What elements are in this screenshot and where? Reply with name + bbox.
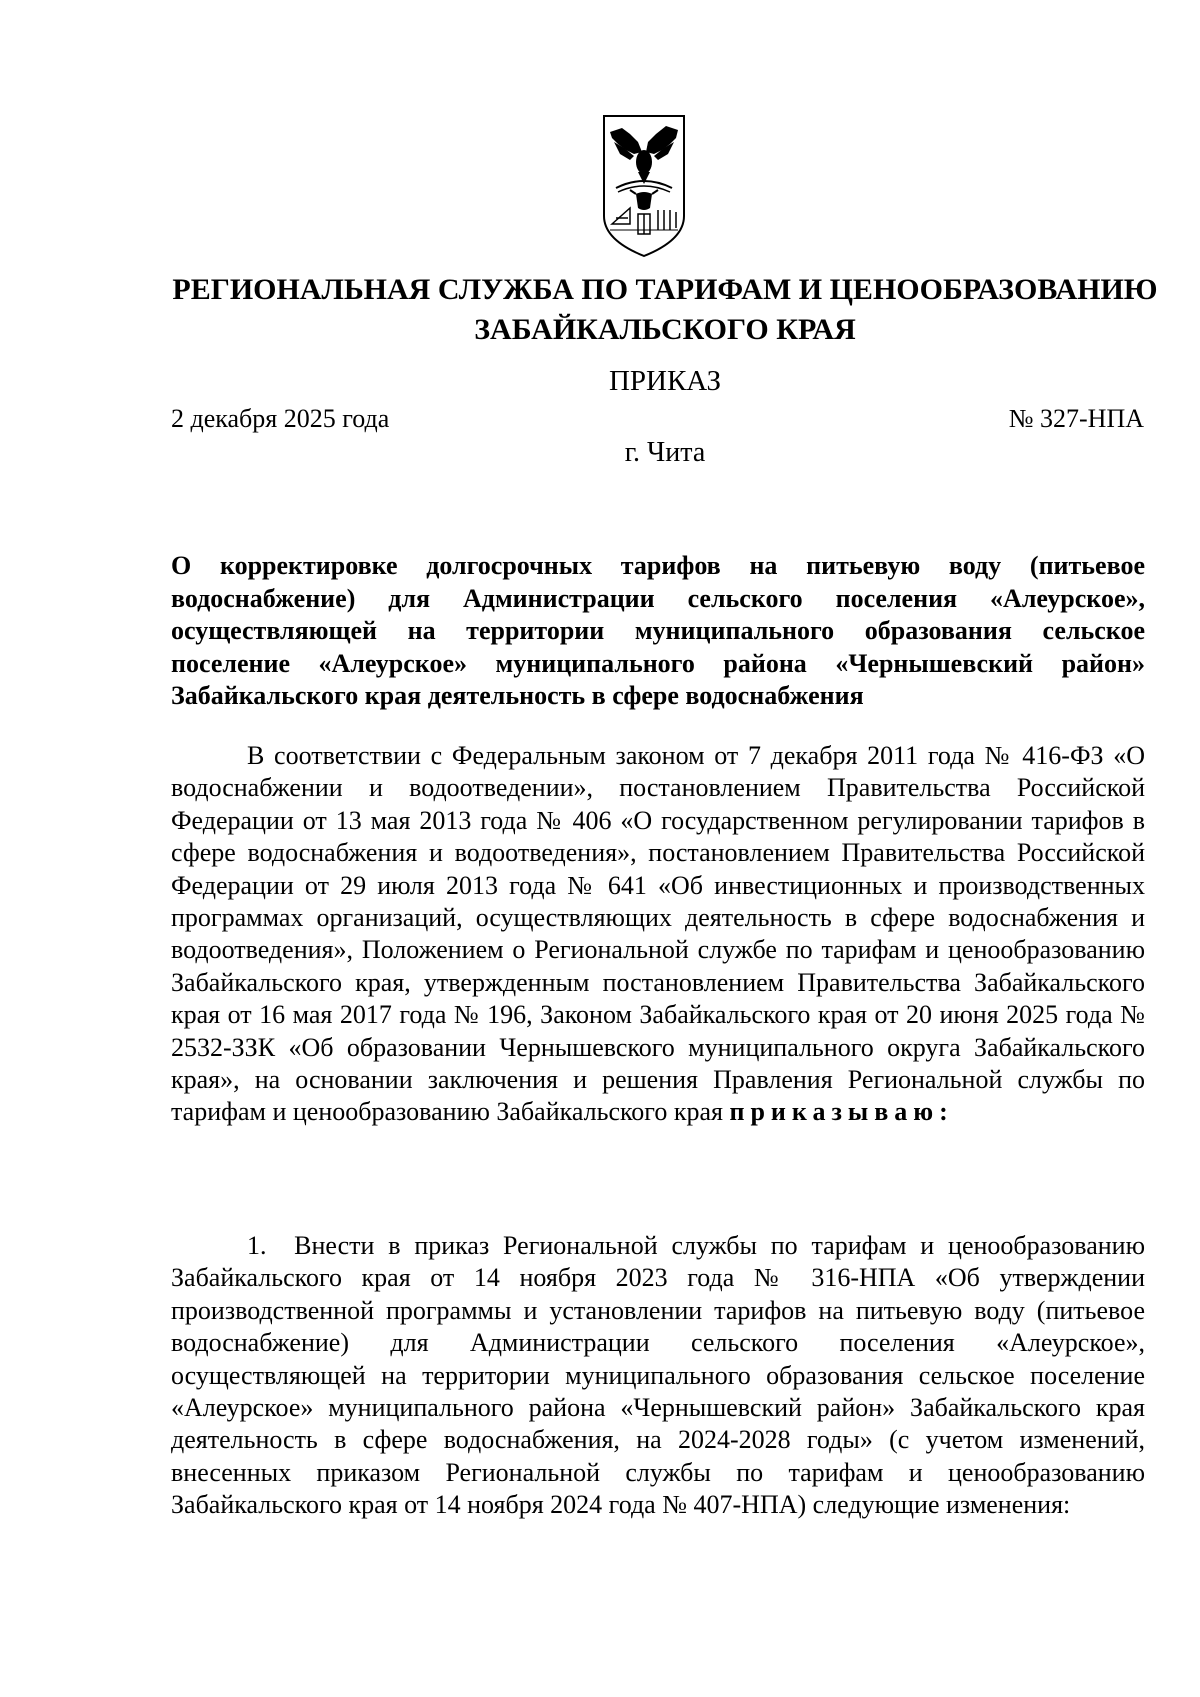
document-city: г. Чита	[624, 437, 706, 468]
coat-of-arms-icon	[600, 112, 688, 260]
document-type: ПРИКАЗ	[608, 365, 722, 397]
preamble-text: В соответствии с Федеральным законом от 7 декабря 2011 года № 416-ФЗ «О водоснабжении и водоотведении», постановлением Правительства Российской Федерации от 13 мая 2013 года № 406 «О государственном регулировании тарифов в сфере водоснабжения и водоотведения», постановлением Правительства Российской Федерации от 29 июля 2013 года № 641 «Об инвестиционных и производственных программах организаций, осуществляющих деятельность в сфере водоснабжения и водоотведения», Положением о Региональной службе по тарифам и ценообразованию Забайкальского края, утвержденным постановлением Правительства Забайкальского края от 16 мая 2017 года № 196, Законом Забайкальского края от 20 июня 2025 года № 2532-ЗЗК «Об образовании Чернышевского муниципального округа Забайкальского края», на основании заключения и решения Правления Региональной службы по тарифам и ценообразованию Забайкальского края	[171, 741, 1145, 1127]
preamble-paragraph	[171, 740, 1145, 1129]
item-1-number: 1.	[247, 1231, 267, 1260]
item-1-text: Внести в приказ Региональной службы по тарифам и ценообразованию Забайкальского края от 14 ноября 2023 года № 316-НПА «Об утверждении производственной программы и установлении тарифов на питьевую воду (питьевое водоснабжение) для Администрации сельского поселения «Алеурское», осуществляющей на территории муниципального образования сельское поселение «Алеурское» муниципального района «Чернышевский район» Забайкальского края деятельность в сфере водоснабжения, на 2024-2028 годы» (с учетом изменений, внесенных приказом Региональной службы по тарифам и ценообразованию Забайкальского края от 14 ноября 2024 года № 407-НПА) следующие изменения:	[171, 1231, 1146, 1520]
document-number: № 327-НПА	[1008, 404, 1144, 433]
document-date: 2 декабря 2025 года	[171, 404, 390, 433]
organization-name: РЕГИОНАЛЬНАЯ СЛУЖБА ПО ТАРИФАМ И ЦЕНООБРАЗОВАНИЮ ЗАБАЙКАЛЬСКОГО КРАЯ	[172, 273, 1158, 346]
order-word: приказываю:	[729, 1097, 954, 1127]
document-subject: О корректировке долгосрочных тарифов на питьевую воду (питьевое водоснабжение) для Администрации сельского поселения «Алеурское», осуществляющей на территории муниципального образования сельское поселение «Алеурское» муниципального района «Чернышевский район» Забайкальского края деятельность в сфере водоснабжения	[171, 551, 1145, 710]
item-1-paragraph	[171, 1230, 1145, 1522]
